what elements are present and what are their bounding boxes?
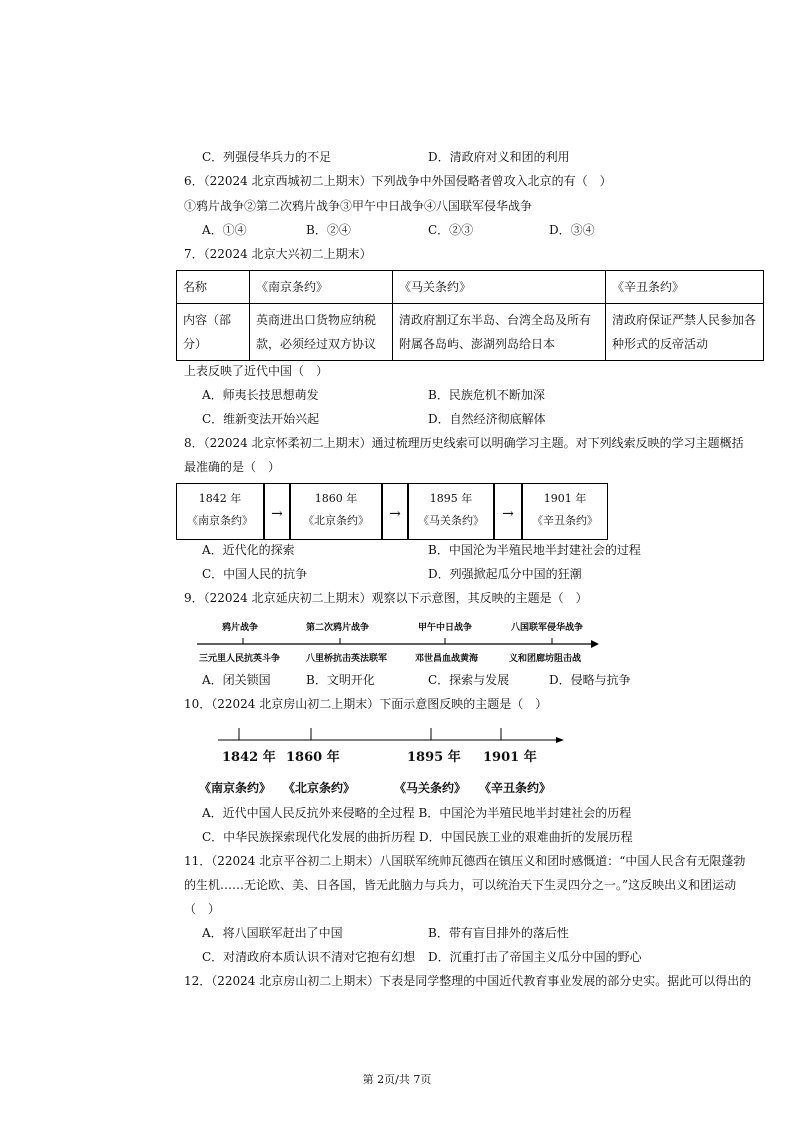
q5-option-d: D．清政府对义和团的利用 xyxy=(428,150,570,164)
q6-option-d: D．③④ xyxy=(549,223,595,237)
timeline-treaty: 《北京条约》 xyxy=(283,781,356,795)
arrow-icon: → xyxy=(502,506,514,522)
q7-option-c: C．维新变法开始兴起 xyxy=(202,412,320,426)
q6-option-a: A．①④ xyxy=(202,223,247,237)
arrow-icon: → xyxy=(389,506,401,522)
chain-year: 1842 年 xyxy=(198,492,242,505)
chain-treaty: 《马关条约》 xyxy=(418,514,484,527)
table-header-cell: 名称 xyxy=(177,271,250,304)
q6-items: ①鸦片战争②第二次鸦片战争③甲午中日战争④八国联军侵华战争 xyxy=(184,199,533,213)
table-cell: 英商进出口货物应纳税款，必须经过双方协议 xyxy=(250,304,393,361)
q9-option-a: A．闭关锁国 xyxy=(202,673,271,687)
chain-treaty: 《北京条约》 xyxy=(303,514,369,527)
chain-year: 1901 年 xyxy=(543,492,587,505)
q9-option-b: B．文明开化 xyxy=(306,673,375,687)
q8-option-d: D．列强掀起瓜分中国的狂潮 xyxy=(428,567,582,581)
timeline-bottom-label: 义和团廊坊阻击战 xyxy=(509,654,582,664)
table-cell: 清政府保证严禁人民参加各种形式的反帝活动 xyxy=(606,304,764,361)
q11-option-d: D．沉重打击了帝国主义瓜分中国的野心 xyxy=(428,950,642,964)
q10-options-line2: C．中华民族探索现代化发展的曲折历程 D．中国民族工业的艰难曲折的发展历程 xyxy=(202,830,633,844)
chain-treaty: 《辛丑条约》 xyxy=(532,514,598,527)
timeline-bottom-label: 邓世昌血战黄海 xyxy=(415,654,479,664)
q11-option-b: B．带有盲目排外的落后性 xyxy=(428,926,569,940)
q8-option-a: A．近代化的探索 xyxy=(202,543,295,557)
q10-options-line1: A．近代中国人民反抗外来侵略的全过程 B．中国沦为半殖民地半封建社会的历程 xyxy=(202,806,632,820)
timeline-year: 1842 年 xyxy=(222,750,276,765)
timeline-top-label: 鸦片战争 xyxy=(222,623,259,633)
q11-stem-line3: （ ） xyxy=(184,902,221,916)
q7-stem: 7．（22024 北京大兴初二上期末） xyxy=(184,247,372,261)
q11-stem-line1: 11．（22024 北京平谷初二上期末）八国联军统帅瓦德西在镇压义和团时感慨道：“中国人民含有无限蓬勃 xyxy=(184,854,746,868)
table-header-cell: 《马关条约》 xyxy=(393,271,606,304)
arrow-icon: → xyxy=(271,506,283,522)
chain-box xyxy=(290,483,382,540)
q7-option-d: D．自然经济彻底解体 xyxy=(428,412,546,426)
q9-option-d: D．侵略与抗争 xyxy=(549,673,631,687)
timeline-axis xyxy=(214,724,566,746)
table-header-cell: 《辛丑条约》 xyxy=(606,271,764,304)
timeline-treaty: 《辛丑条约》 xyxy=(479,781,552,795)
timeline-treaty: 《南京条约》 xyxy=(199,781,272,795)
q8-stem-line2: 最准确的是（ ） xyxy=(184,460,281,474)
chain-year: 1895 年 xyxy=(429,492,473,505)
q9-stem: 9．（22024 北京延庆初二上期末）观察以下示意图，其反映的主题是（ ） xyxy=(184,591,588,605)
table-header-cell: 《南京条约》 xyxy=(250,271,393,304)
table-cell: 内容（部分） xyxy=(177,304,250,361)
q11-stem-line2: 的生机……无论欧、美、日各国，皆无此脑力与兵力，可以统治天下生灵四分之一。”这反映出义和团运动 xyxy=(184,878,737,892)
timeline-bottom-label: 八里桥抗击英法联军 xyxy=(306,654,388,664)
page-footer: 第 2页/共 7页 xyxy=(362,1073,432,1086)
q8-option-b: B．中国沦为半殖民地半封建社会的过程 xyxy=(428,543,641,557)
q6-stem: 6．（22024 北京西城初二上期末）下列战争中外国侵略者曾攻入北京的有（ ） xyxy=(184,174,612,188)
table-cell: 清政府割辽东半岛、台湾全岛及所有附属各岛屿、澎湖列岛给日本 xyxy=(393,304,606,361)
q9-option-c: C．探索与发展 xyxy=(428,673,510,687)
timeline-top-label: 第二次鸦片战争 xyxy=(306,623,370,633)
chain-treaty: 《南京条约》 xyxy=(187,514,253,527)
q10-stem: 10．（22024 北京房山初二上期末）下面示意图反映的主题是（ ） xyxy=(184,697,548,711)
timeline-top-label: 八国联军侵华战争 xyxy=(511,623,584,633)
q7-after-text: 上表反映了近代中国（ ） xyxy=(184,364,329,378)
q6-option-b: B．②④ xyxy=(306,223,351,237)
q8-option-c: C．中国人民的抗争 xyxy=(202,567,308,581)
chain-year: 1860 年 xyxy=(314,492,358,505)
timeline-year: 1860 年 xyxy=(286,750,340,765)
chain-box xyxy=(408,483,494,540)
q7-option-b: B．民族危机不断加深 xyxy=(428,388,545,402)
q7-table xyxy=(176,270,764,361)
arrow-box xyxy=(382,483,408,540)
timeline-treaty: 《马关条约》 xyxy=(394,781,467,795)
q7-option-a: A．师夷长技思想萌发 xyxy=(202,388,319,402)
q6-option-c: C．②③ xyxy=(428,223,474,237)
timeline-top-label: 甲午中日战争 xyxy=(418,623,473,633)
q5-option-c: C．列强侵华兵力的不足 xyxy=(202,150,332,164)
timeline-year: 1901 年 xyxy=(483,750,537,765)
chain-box xyxy=(522,483,608,540)
q11-option-a: A．将八国联军赶出了中国 xyxy=(202,926,343,940)
timeline-year: 1895 年 xyxy=(407,750,461,765)
arrow-box xyxy=(264,483,290,540)
q12-stem: 12．（22024 北京房山初二上期末）下表是同学整理的中国近代教育事业发展的部分史实。据此可以得出的 xyxy=(184,974,752,988)
q11-option-c: C．对清政府本质认识不清对它抱有幻想 xyxy=(202,950,416,964)
timeline-bottom-label: 三元里人民抗英斗争 xyxy=(199,654,281,664)
chain-box xyxy=(176,483,264,540)
q8-stem-line1: 8．（22024 北京怀柔初二上期末）通过梳理历史线索可以明确学习主题。对下列线索反映的学习主题概括 xyxy=(184,436,744,450)
arrow-box xyxy=(494,483,522,540)
